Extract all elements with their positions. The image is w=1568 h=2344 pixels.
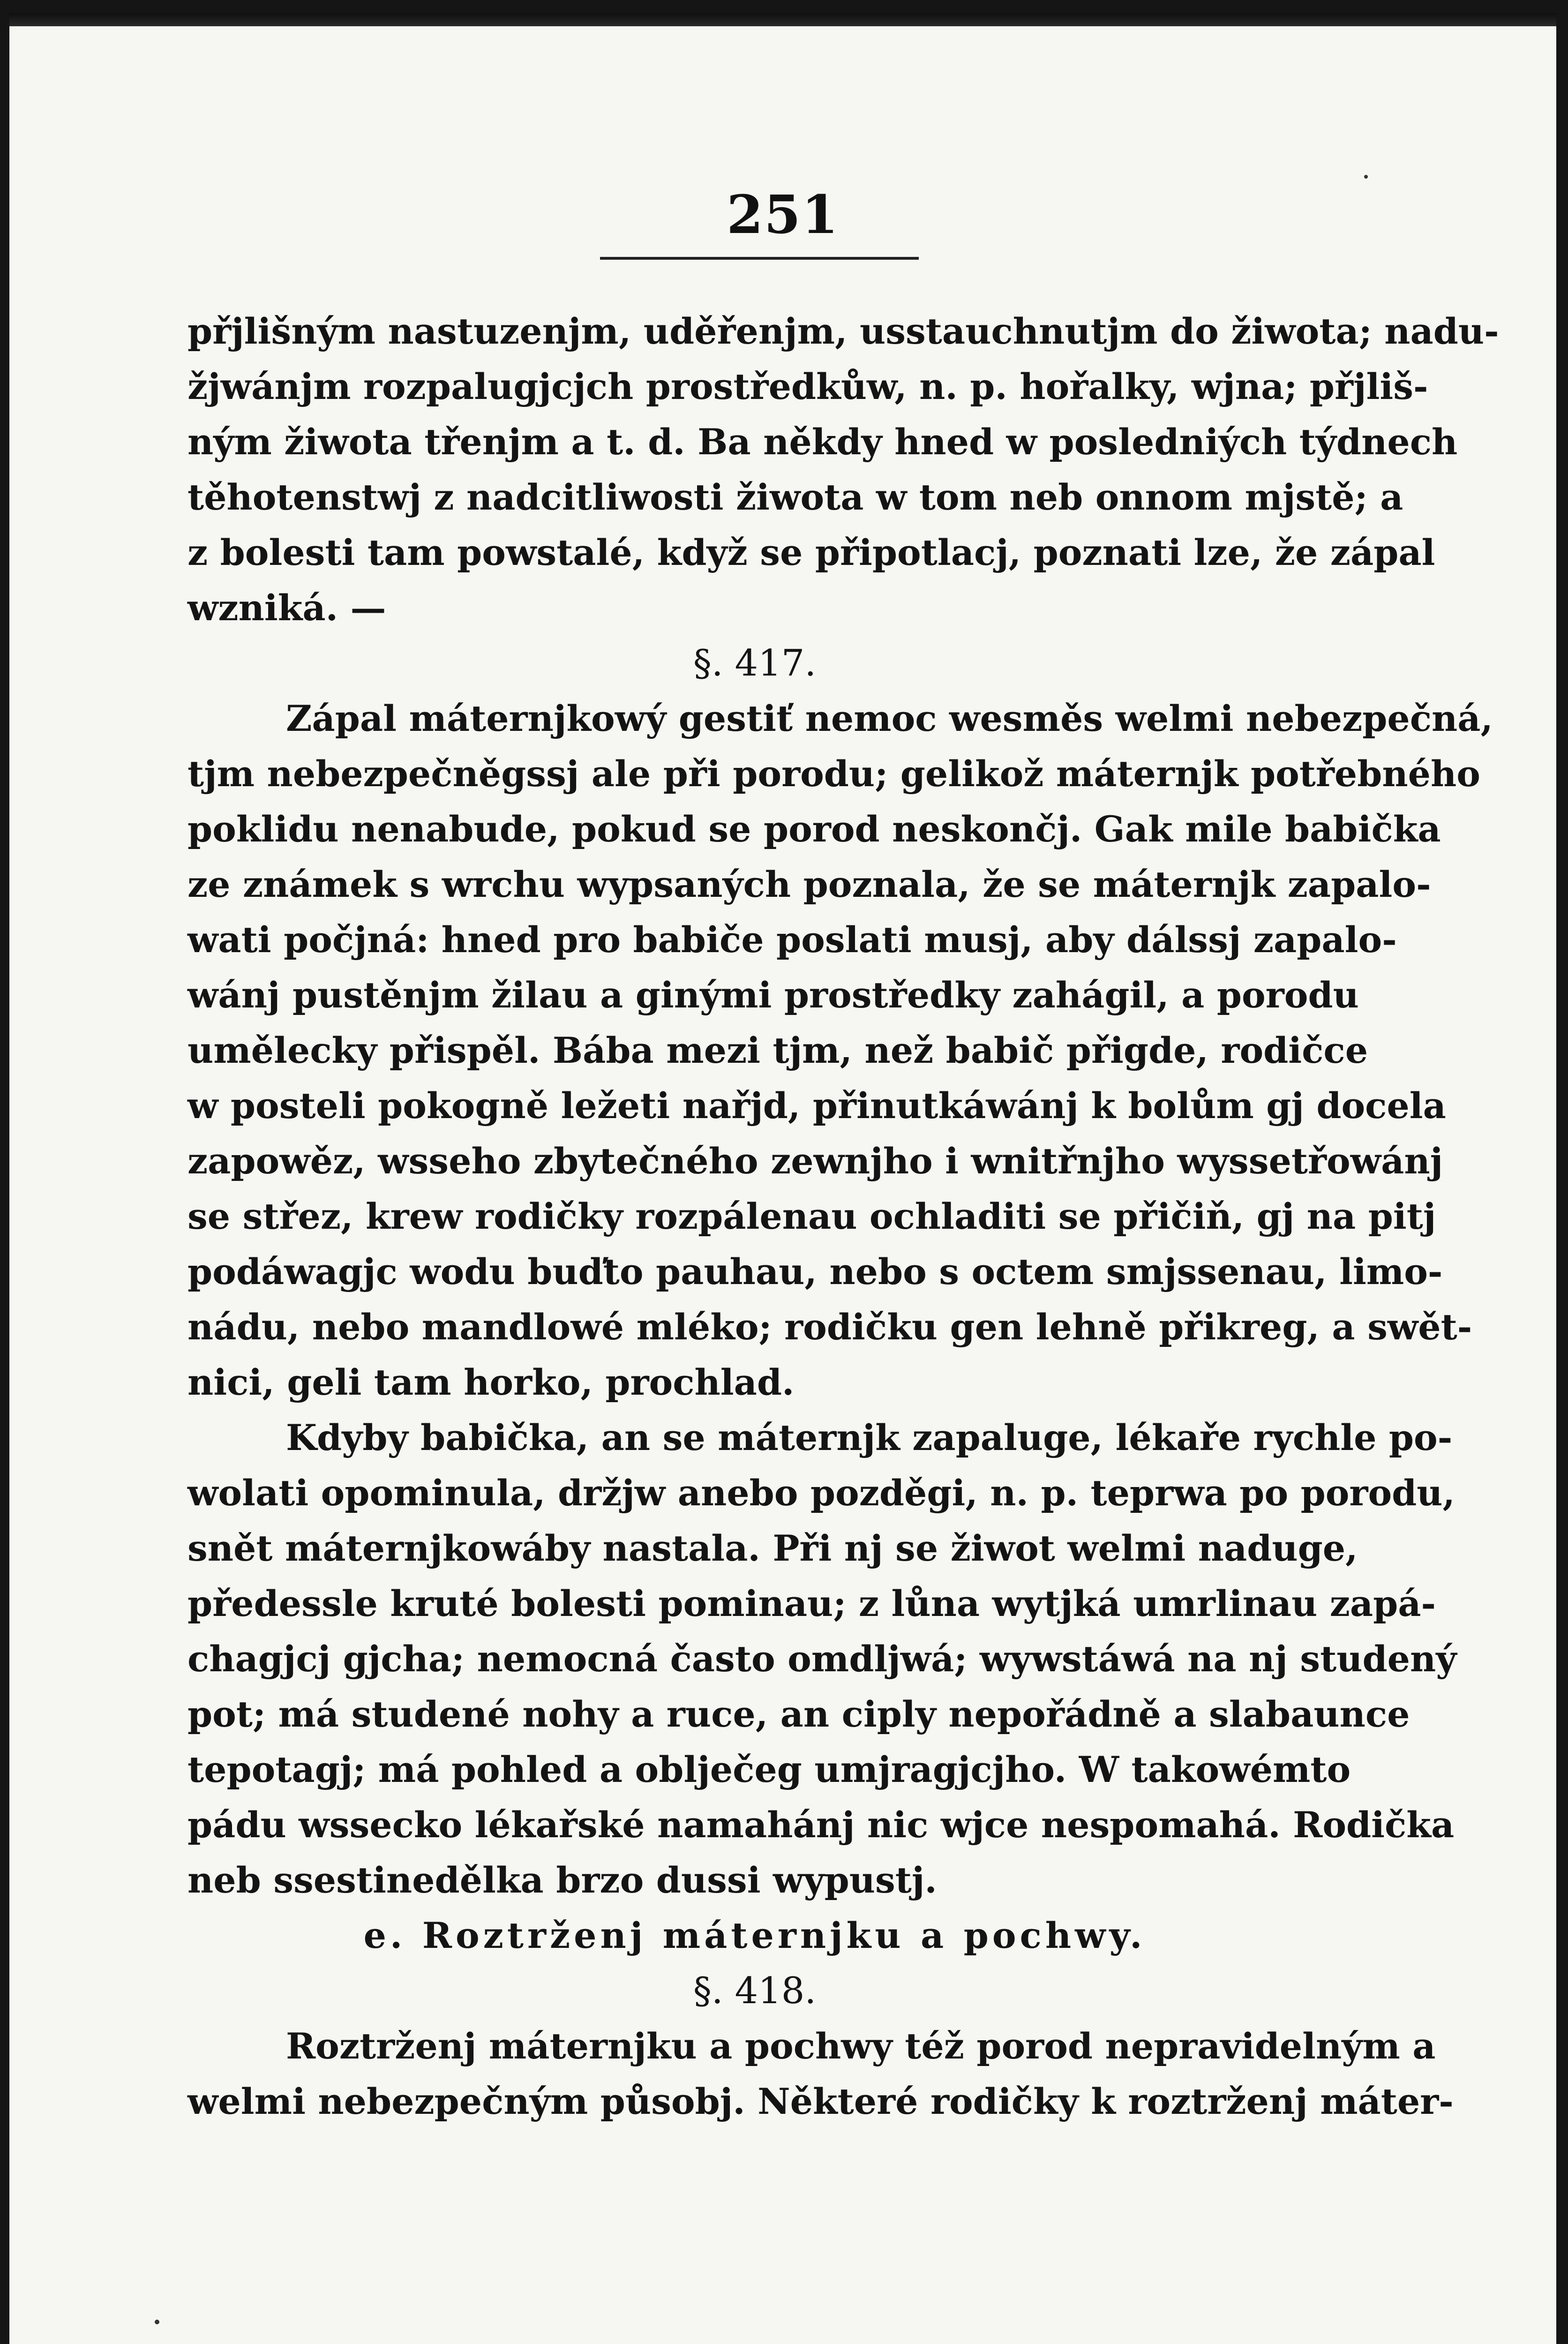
text-line: se střez, krew rodičky rozpálenau ochladiti se přičiň, gj na pitj <box>188 1195 1436 1237</box>
scan-speck <box>155 2320 159 2324</box>
text-line: w posteli pokogně ležeti nařjd, přinutkáwánj k bolům gj docela <box>188 1085 1446 1127</box>
scan-speck <box>1364 175 1368 179</box>
text-line: poklidu nenabude, pokud se porod neskončj. Gak mile babička <box>188 808 1441 850</box>
text-line: wati počjná: hned pro babiče poslati musj, aby dálssj zapalo- <box>188 919 1397 961</box>
text-line: podáwagjc wodu buďto pauhau, nebo s octem smjssenau, limo- <box>188 1251 1443 1292</box>
text-line: tepotagj; má pohled a oblječeg umjragjcjho. W takowémto <box>188 1749 1351 1790</box>
text-line: ze známek s wrchu wypsaných poznala, že se máternjk zapalo- <box>188 864 1431 905</box>
text-line: wzniká. — <box>188 587 386 629</box>
scan-edge <box>9 13 1556 26</box>
text-line: Zápal máternjkowý gestiť nemoc wesměs welmi nebezpečná, <box>286 698 1493 739</box>
text-line: welmi nebezpečným působj. Některé rodičky k roztrženj máter- <box>188 2081 1454 2122</box>
text-line: nici, geli tam horko, prochlad. <box>188 1361 795 1403</box>
text-line: pádu wssecko lékařské namahánj nic wjce nespomahá. Rodička <box>188 1804 1455 1846</box>
text-line: zapowěz, wsseho zbytečného zewnjho i wnitřnjho wyssetřowánj <box>188 1140 1443 1182</box>
text-line: tjm nebezpečněgssj ale při porodu; gelikož máternjk potřebného <box>188 753 1480 795</box>
text-line: žjwánjm rozpalugjcjch prostředkůw, n. p. hořalky, wjna; přjliš- <box>188 366 1428 407</box>
text-line: pot; má studené nohy a ruce, an ciply nepořádně a slabaunce <box>188 1693 1410 1735</box>
text-line: nádu, nebo mandlowé mléko; rodičku gen lehně přikreg, a swět- <box>188 1306 1472 1348</box>
text-line: předessle kruté bolesti pominau; z lůna wytjká umrlinau zapá- <box>188 1583 1436 1624</box>
text-line: Kdyby babička, an se máternjk zapaluge, lékaře rychle po- <box>286 1417 1453 1458</box>
page-number: 251 <box>727 184 839 246</box>
header-rule <box>600 257 919 260</box>
section-number: §. 417. <box>693 642 817 684</box>
text-line: chagjcj gjcha; nemocná často omdljwá; wywstáwá na nj studený <box>188 1638 1457 1680</box>
section-number: §. 418. <box>693 1970 817 2012</box>
text-line: wolati opominula, držjw anebo pozděgi, n. p. teprwa po porodu, <box>188 1472 1455 1514</box>
scanned-page <box>9 13 1556 2344</box>
text-line: Roztrženj máternjku a pochwy též porod nepravidelným a <box>286 2025 1436 2067</box>
text-line: z bolesti tam powstalé, když se připotlacj, poznati lze, že zápal <box>188 532 1435 573</box>
text-line: wánj pustěnjm žilau a ginými prostředky zahágil, a porodu <box>188 974 1359 1016</box>
text-line: ným žiwota třenjm a t. d. Ba někdy hned w posledniých týdnech <box>188 421 1458 463</box>
body-text <box>188 304 1499 2129</box>
section-heading: e. Roztrženj máternjku a pochwy. <box>363 1915 1146 1956</box>
text-line: neb ssestinedělka brzo dussi wypustj. <box>188 1859 937 1901</box>
text-line: přjlišným nastuzenjm, uděřenjm, usstauchnutjm do žiwota; nadu- <box>188 310 1499 352</box>
text-line: snět máternjkowáby nastala. Při nj se žiwot welmi naduge, <box>188 1527 1358 1569</box>
text-line: těhotenstwj z nadcitliwosti žiwota w tom neb onnom mjstě; a <box>188 476 1403 518</box>
text-line: umělecky přispěl. Bába mezi tjm, než babič přigde, rodičce <box>188 1029 1368 1071</box>
